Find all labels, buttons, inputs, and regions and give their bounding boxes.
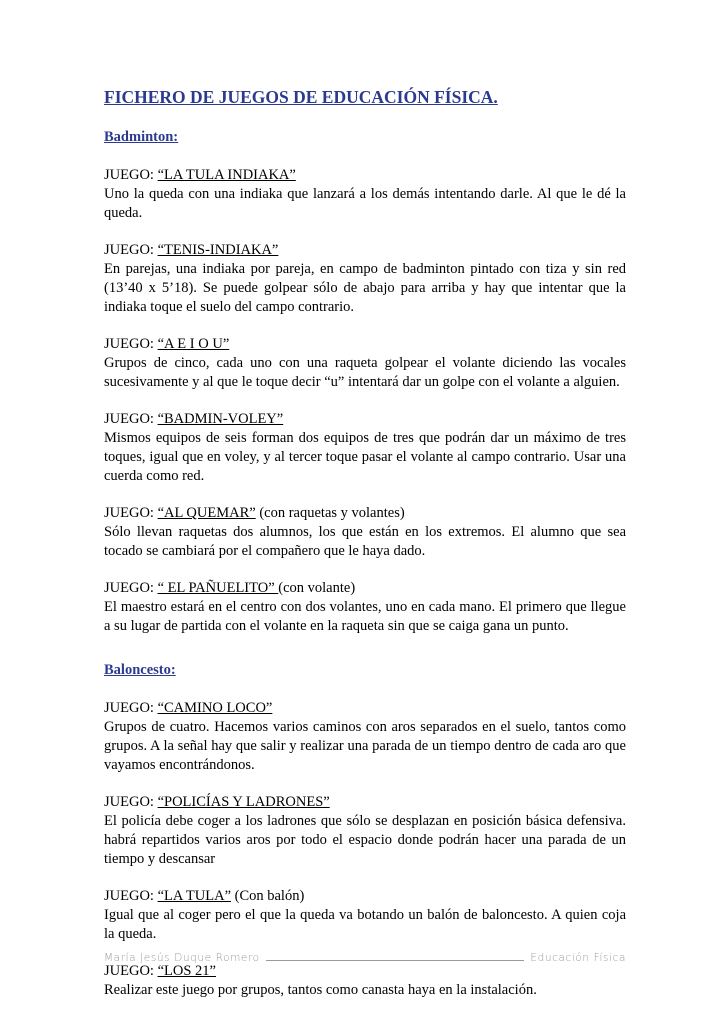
game-entry [104,166,626,223]
game-prefix: JUEGO: [104,963,158,979]
game-name: “AL QUEMAR” [157,505,256,521]
game-heading [104,410,626,429]
game-description: En parejas, una indiaka por pareja, en campo de badminton pintado con tiza y sin red (13’40 x 5’18). Se puede golpear sólo de abajo para arriba y hay que intentar que la indiaka toque el suelo del campo contrario. [104,261,626,315]
footer-subject: Educación Física [530,952,626,964]
game-description: Mismos equipos de seis forman dos equipos de tres que podrán dar un máximo de tres toques, igual que en voley, y al tercer toque pasar el volante al campo contrario. Usar una cuerda como red. [104,430,626,484]
document-title: FICHERO DE JUEGOS DE EDUCACIÓN FÍSICA. [104,87,498,107]
game-prefix: JUEGO: [104,888,158,904]
game-prefix: JUEGO: [104,242,158,258]
game-heading [104,166,626,185]
game-prefix: JUEGO: [104,167,158,183]
game-description: Igual que al coger pero el que la queda va botando un balón de baloncesto. A quien coja la queda. [104,907,626,942]
footer-author: María Jesús Duque Romero [104,952,260,964]
game-name: “LOS 21” [157,963,216,979]
game-entry [104,410,626,486]
game-prefix: JUEGO: [104,505,158,521]
game-description: Grupos de cinco, cada uno con una raqueta golpear el volante diciendo las vocales sucesivamente y al que le toque decir “u” intentará dar un golpe con el volante a alguien. [104,355,626,390]
game-heading [104,241,626,260]
game-entry [104,335,626,392]
game-description: El maestro estará en el centro con dos volantes, uno en cada mano. El primero que llegue a su lugar de partida con el volante en la raqueta sin que se caiga gana un punto. [104,599,626,634]
game-heading [104,793,626,812]
game-entry [104,699,626,775]
game-name: “LA TULA INDIAKA” [157,167,296,183]
game-description: Grupos de cuatro. Hacemos varios caminos con aros separados en el suelo, tantos como grupos. A la señal hay que salir y realizar una parada de un tiempo dentro de cada aro que vayamos encontrándonos. [104,719,626,773]
game-heading [104,579,626,598]
game-heading [104,887,626,906]
document-page [104,86,626,1000]
game-heading [104,504,626,523]
game-heading [104,335,626,354]
section-baloncesto [104,661,626,1000]
game-name: “BADMIN-VOLEY” [157,411,284,427]
game-entry [104,579,626,636]
game-entry [104,241,626,317]
page-footer [104,951,626,964]
footer-rule [266,951,525,961]
game-prefix: JUEGO: [104,794,158,810]
game-description: Sólo llevan raquetas dos alumnos, los que están en los extremos. El alumno que sea tocado se cambiará por el compañero que le haya dado. [104,524,626,559]
game-description: Realizar este juego por grupos, tantos como canasta haya en la instalación. [104,982,537,998]
game-heading [104,699,626,718]
game-suffix: (con volante) [278,580,356,596]
game-name: “A E I O U” [157,336,230,352]
game-heading [104,962,626,981]
game-entry [104,962,626,1000]
section-badminton [104,128,626,636]
game-name: “CAMINO LOCO” [157,700,273,716]
game-name: “TENIS-INDIAKA” [157,242,279,258]
game-name: “POLICÍAS Y LADRONES” [157,794,330,810]
game-prefix: JUEGO: [104,580,158,596]
game-name: “ EL PAÑUELITO” [157,580,279,596]
game-suffix: (Con balón) [231,888,305,904]
game-prefix: JUEGO: [104,336,158,352]
game-entry [104,504,626,561]
game-prefix: JUEGO: [104,700,158,716]
game-entry [104,793,626,869]
section-title: Badminton: [104,129,179,145]
game-description: El policía debe coger a los ladrones que sólo se desplazan en posición básica defensiva. habrá repartidos varios aros por todo el espacio donde podrán hacer una parada de un tiempo y descansar [104,813,626,867]
game-name: “LA TULA” [157,888,231,904]
game-entry [104,887,626,944]
game-description: Uno la queda con una indiaka que lanzará a los demás intentando darle. Al que le dé la queda. [104,186,626,221]
game-suffix: (con raquetas y volantes) [255,505,405,521]
game-prefix: JUEGO: [104,411,158,427]
section-title: Baloncesto: [104,662,176,678]
